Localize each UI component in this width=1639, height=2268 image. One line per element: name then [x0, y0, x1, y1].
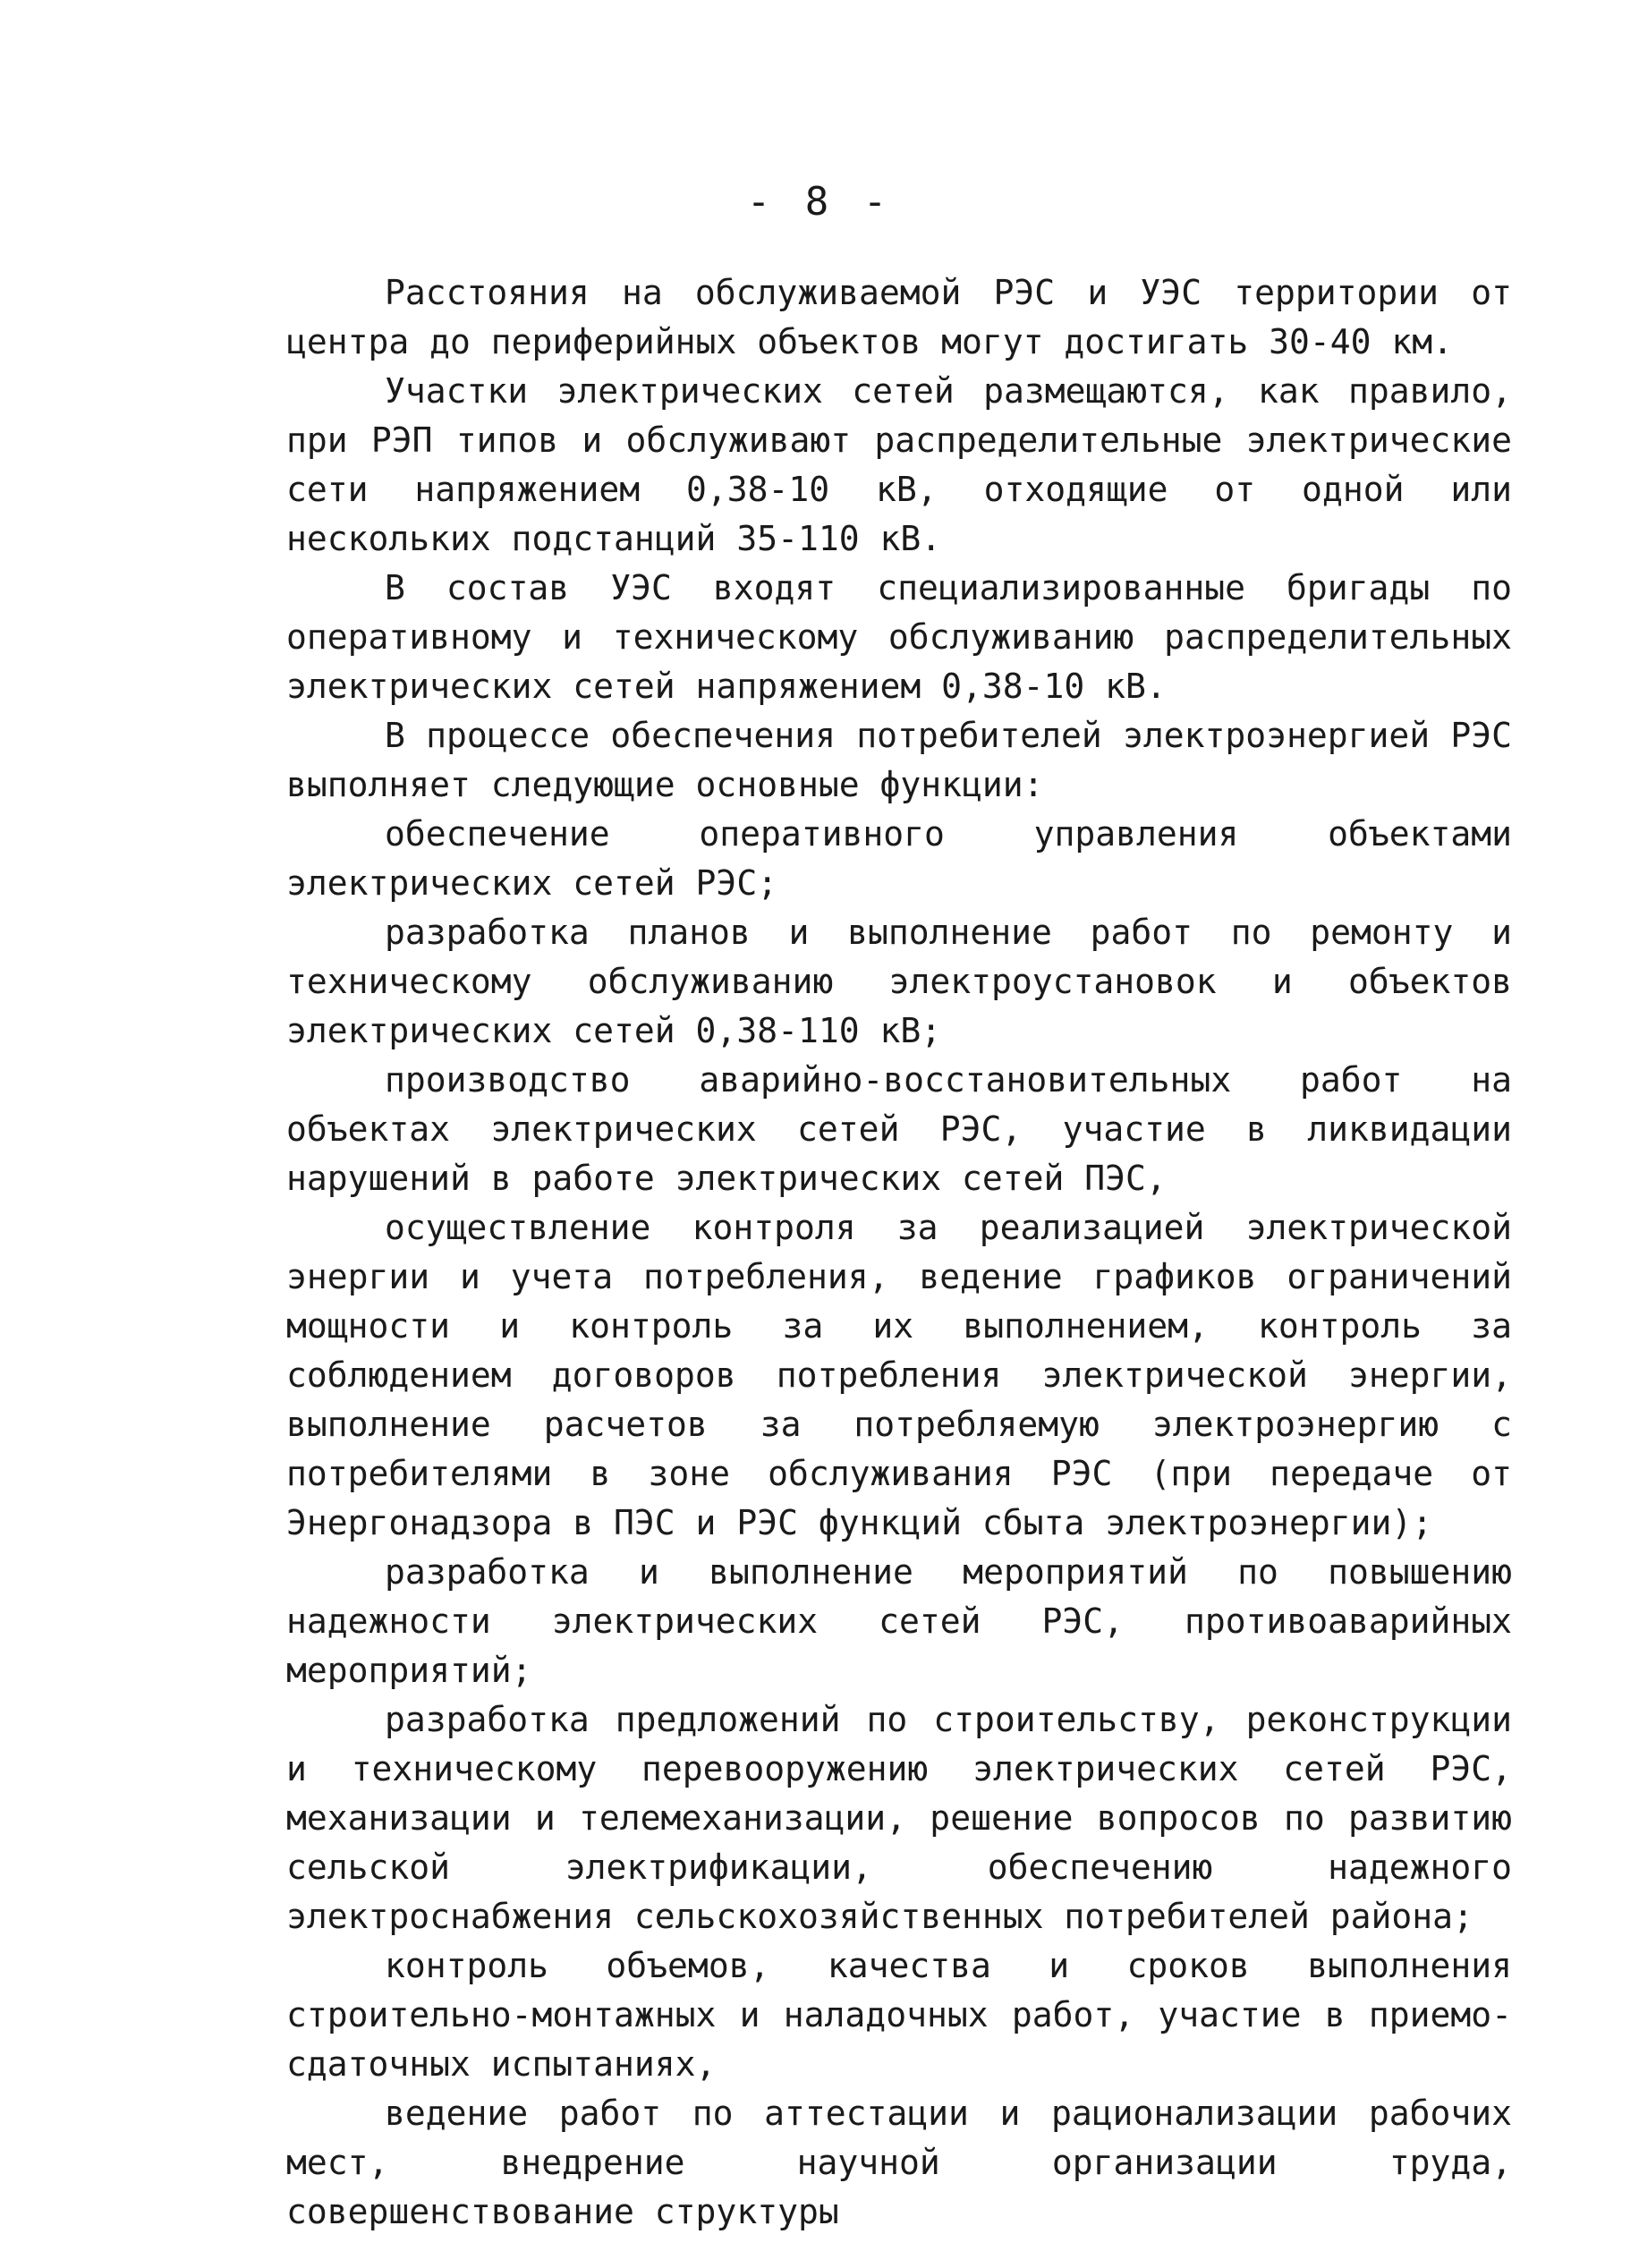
list-item-energy-accounting: осуществление контроля за реализацией электрической энергии и учета потребления, ведение графиков ограничений мощности и контроль за их выполнением, контроль за соблюдением договоров потребления электрической энергии, выполнение расчетов за потребляемую электроэнергию с потребителями в зоне обслуживания РЭС (при передаче от Энергонадзора в ПЭС и РЭС функций сбыта электроэнергии); [286, 1208, 1512, 1542]
list-item-reliability-measures: разработка и выполнение мероприятий по повышению надежности электрических сетей РЭС, противоаварийных мероприятий; [286, 1552, 1512, 1690]
page-number: - 8 - [746, 179, 893, 225]
paragraph-distances: Расстояния на обслуживаемой РЭС и УЭС территории от центра до периферийных объектов могут достигать 30-40 км. [286, 273, 1512, 361]
list-item-repair-planning: разработка планов и выполнение работ по ремонту и техническому обслуживанию электроустановок и объектов электрических сетей 0,38-110 кВ; [286, 913, 1512, 1050]
list-item-operational-control: обеспечение оперативного управления объектами электрических сетей РЭС; [286, 814, 1512, 903]
paragraph-network-sections: Участки электрических сетей размещаются, как правило, при РЭП типов и обслуживают распределительные электрические сети напряжением 0,38-10 кВ, отходящие от одной или нескольких подстанций 35-110 кВ. [286, 371, 1512, 558]
body-text [286, 268, 1512, 2237]
list-item-construction-proposals: разработка предложений по строительству, реконструкции и техническому перевооружению электрических сетей РЭС, механизации и телемеханизации, решение вопросов по развитию сельской электрификации, обеспечению надежного электроснабжения сельскохозяйственных потребителей района; [286, 1700, 1512, 1936]
list-item-works-control: контроль объемов, качества и сроков выполнения строительно-монтажных и наладочных работ, участие в приемо-сдаточных испытаниях, [286, 1946, 1512, 2084]
paragraph-ues-composition: В состав УЭС входят специализированные бригады по оперативному и техническому обслуживанию распределительных электрических сетей напряжением 0,38-10 кВ. [286, 568, 1512, 706]
paragraph-res-functions-intro: В процессе обеспечения потребителей электроэнергией РЭС выполняет следующие основные функции: [286, 716, 1512, 804]
list-item-workplace-certification: ведение работ по аттестации и рационализации рабочих мест, внедрение научной организации труда, совершенствование структуры [286, 2094, 1512, 2231]
list-item-emergency-works: производство аварийно-восстановительных работ на объектах электрических сетей РЭС, участие в ликвидации нарушений в работе электрических сетей ПЭС, [286, 1060, 1512, 1198]
